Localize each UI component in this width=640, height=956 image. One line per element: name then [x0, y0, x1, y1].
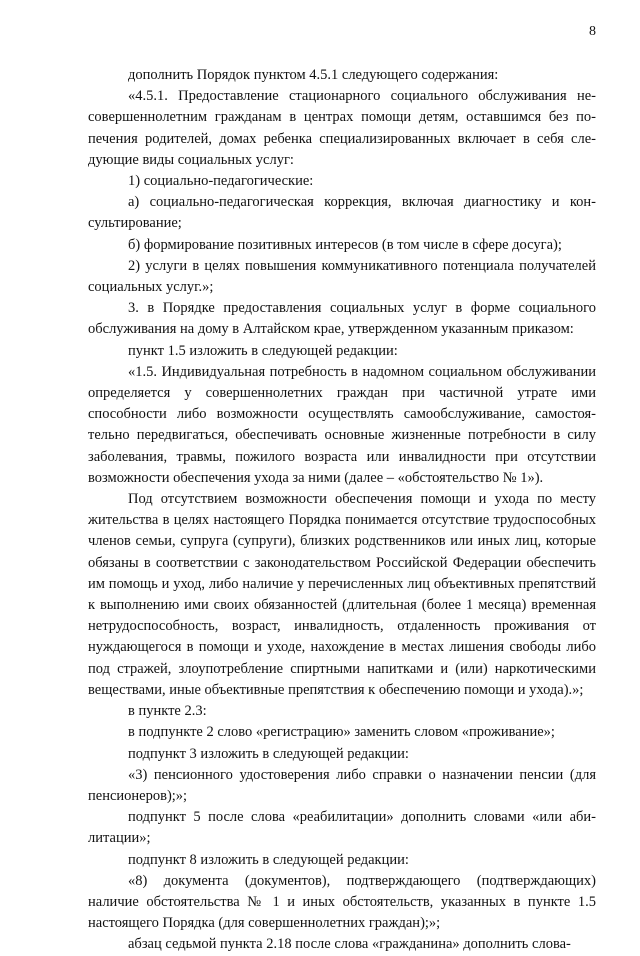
paragraph: «3) пенсионного удостоверения либо справки о назначении пенсии (для пенсионеров);»; [88, 766, 596, 804]
paragraph: подпункт 8 изложить в следующей редакции: [128, 851, 409, 868]
paragraph: абзац седьмой пункта 2.18 после слова «гражданина» дополнить слова- [128, 936, 571, 953]
paragraph: «1.5. Индивидуальная потребность в надомном социальном обслуживании определяется у совершеннолетних граждан при частичной утрате ими способности либо возможности осуществлять самообслуживание, самостоятельно передвигаться, обеспечивать основные жизненные потребности в силу заболевания, травмы, пожилого возраста или инвалидности при отсутствии возможности обеспечения ухода за ними (далее – «обстоятельство № 1»). [88, 363, 596, 486]
page-number: 8 [589, 24, 596, 39]
paragraph: в подпункте 2 слово «регистрацию» заменить словом «проживание»; [128, 724, 555, 741]
document-body [88, 65, 596, 956]
paragraph: 1) социально-педагогические: [128, 173, 314, 190]
paragraph: 2) услуги в целях повышения коммуникативного потенциала получателей социальных услуг.»; [88, 257, 596, 296]
paragraph: подпункт 5 после слова «реабилитации» дополнить словами «или абилитации»; [88, 809, 596, 847]
paragraph: Под отсутствием возможности обеспечения помощи и ухода по месту жительства в целях настоящего Порядка понимается отсутствие трудоспособных членов семьи, супруга (супруги), близких родственников или иных лиц, которые обязаны в соответствии с законодательством Российской Федерации обеспечить им помощь и уход, либо наличие у перечисленных лиц объективных препятствий к выполнению ими своих обязанностей (длительная (более 1 месяца) временная нетрудоспособность, возраст, инвалидность, отдаленность проживания от нуждающегося в помощи и уходе, нахождение в местах лишения свободы либо под стражей, злоупотребление спиртными напитками и (или) наркотическими веществами, иные объективные препятствия к обеспечению помощи и ухода).»; [88, 491, 596, 698]
paragraph: «8) документа (документов), подтверждающего (подтверждающих) наличие обстоятельства № 1 и иных обстоятельств, указанных в пункте 1.5 настоящего Порядка (для совершеннолетних граждан);»; [88, 872, 596, 932]
paragraph: «4.5.1. Предоставление стационарного социального обслуживания несовершеннолетним гражданам в центрах помощи детям, оставшимся без попечения родителей, домах ребенка специализированных включает в себя следующие виды социальных услуг: [88, 88, 596, 168]
paragraph: в пункте 2.3: [128, 703, 207, 720]
paragraph: дополнить Порядок пунктом 4.5.1 следующего содержания: [128, 67, 499, 83]
paragraph: пункт 1.5 изложить в следующей редакции: [128, 342, 398, 359]
paragraph: подпункт 3 изложить в следующей редакции: [128, 745, 409, 762]
paragraph: 3. в Порядке предоставления социальных услуг в форме социального обслуживания на дому в Алтайском крае, утвержденном указанным приказом: [88, 300, 596, 338]
paragraph: б) формирование позитивных интересов (в том числе в сфере досуга); [128, 236, 562, 253]
paragraph: а) социально-педагогическая коррекция, включая диагностику и консультирование; [88, 194, 596, 232]
